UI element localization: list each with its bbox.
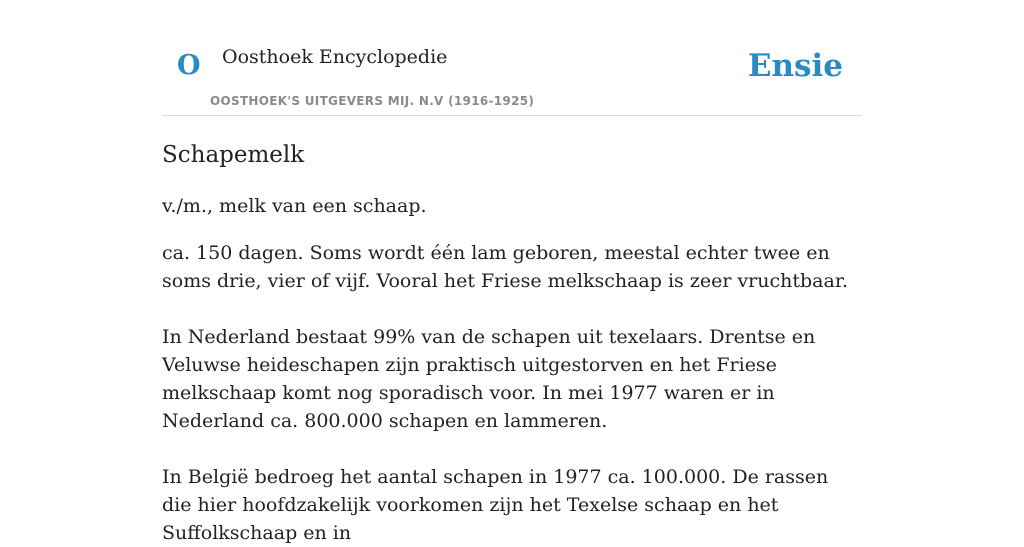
site-header bbox=[162, 0, 862, 116]
site-title[interactable]: Oosthoek Encyclopedie bbox=[222, 46, 448, 68]
article-paragraph: ca. 150 dagen. Soms wordt één lam geboren, meestal echter twee en soms drie, vier of vijf. Vooral het Friese melkschaap is zeer vruchtbaar. bbox=[162, 241, 848, 292]
article-title: Schapemelk bbox=[162, 142, 305, 168]
site-subtitle: OOSTHOEK'S UITGEVERS MIJ. N.V (1916-1925) bbox=[210, 94, 535, 108]
article-paragraph: In Nederland bestaat 99% van de schapen uit texelaars. Drentse en Veluwse heideschapen zijn praktisch uitgestorven en het Friese melkschaap komt nog sporadisch voor. In mei 1977 waren er in Nederland ca. 800.000 schapen en lammeren. bbox=[162, 325, 816, 432]
article-definition: v./m., melk van een schaap. bbox=[162, 194, 427, 217]
article-paragraph: In België bedroeg het aantal schapen in 1977 ca. 100.000. De rassen die hier hoofdzakelijk voorkomen zijn het Texelse schaap en het Suffolkschaap en in bbox=[162, 465, 829, 544]
publisher-logo[interactable]: O bbox=[177, 50, 201, 81]
page bbox=[162, 0, 862, 547]
article bbox=[162, 142, 862, 547]
ensie-brand-link[interactable]: Ensie bbox=[747, 48, 843, 84]
